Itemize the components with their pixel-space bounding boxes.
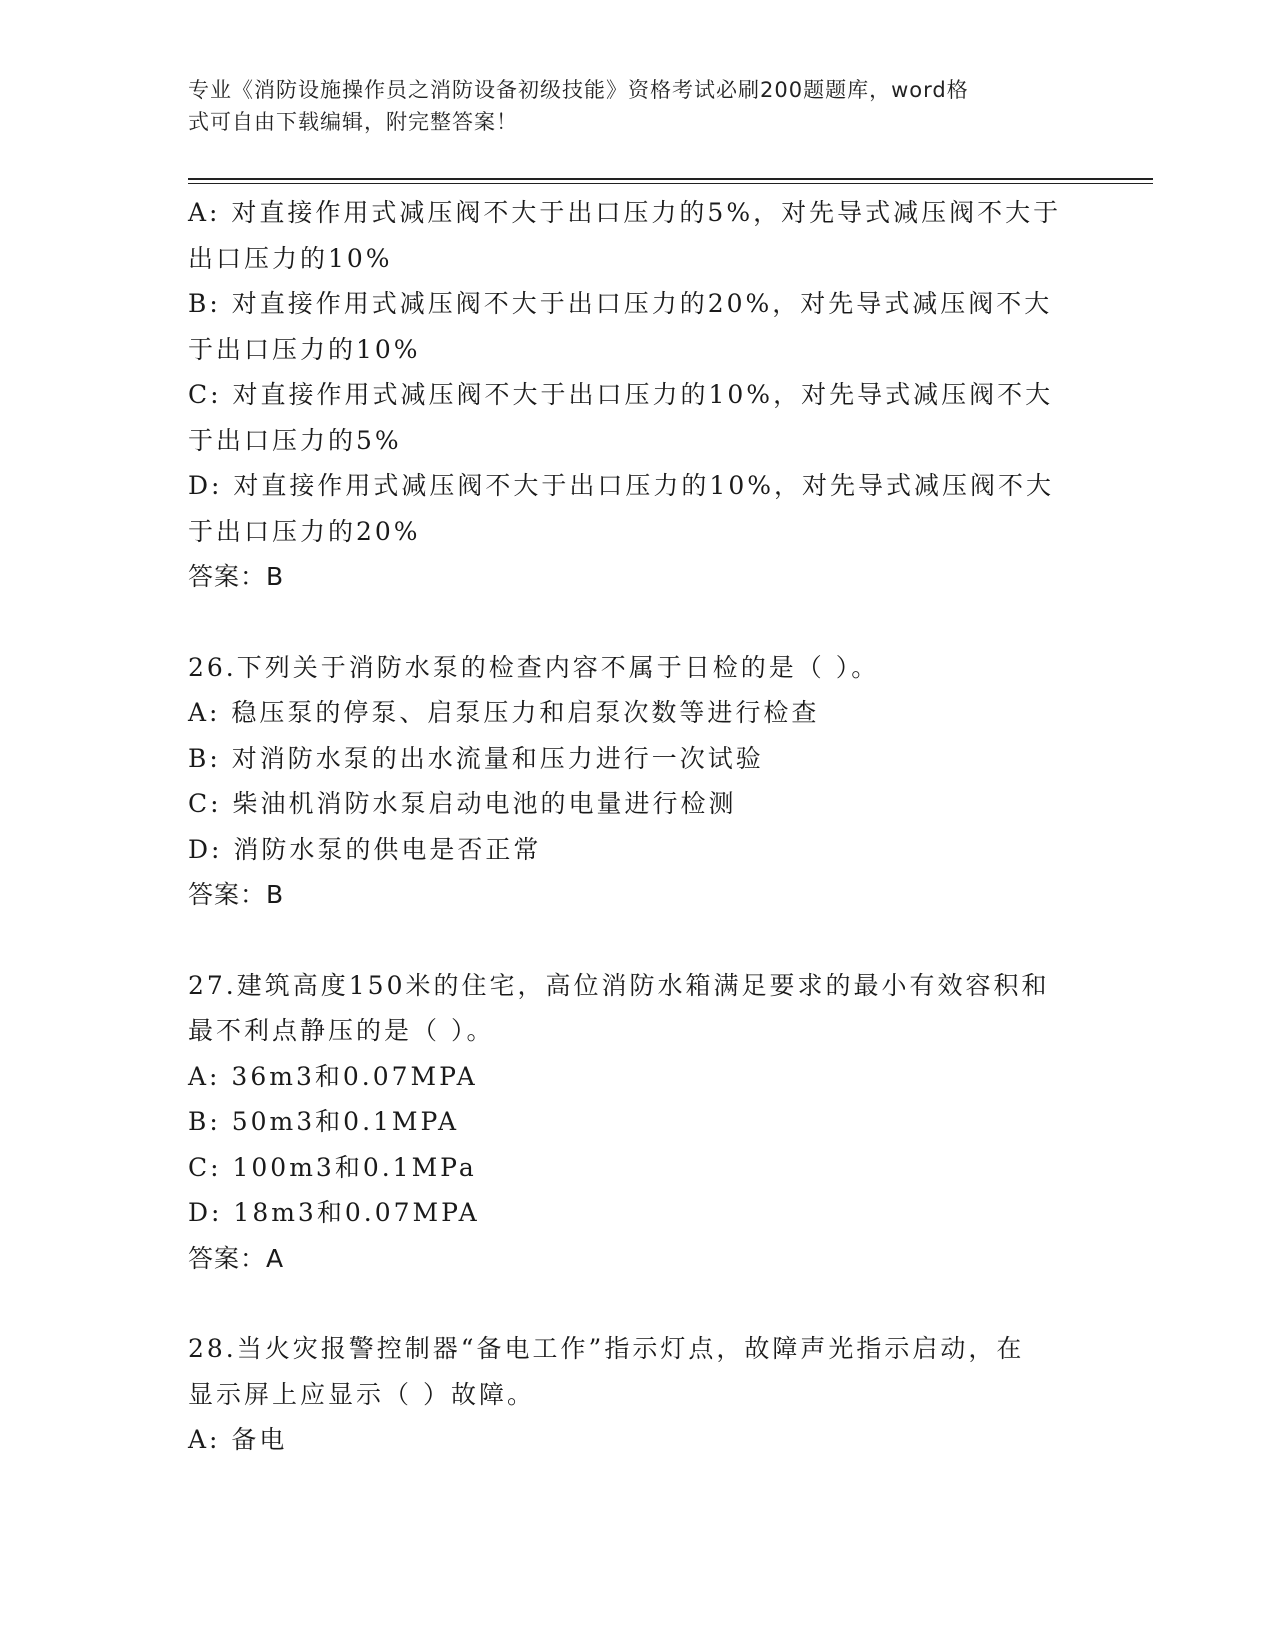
answer-25: 答案：B (188, 562, 285, 591)
spacer (188, 1281, 1088, 1326)
header-rule-thick (188, 178, 1153, 180)
header-line-1: 专业《消防设施操作员之消防设备初级技能》资格考试必刷200题题库，word格 (188, 78, 969, 102)
question-25-options (188, 190, 1088, 600)
option-d-line-2: 于出口压力的20% (188, 516, 421, 546)
option-c: C: 柴油机消防水泵启动电池的电量进行检测 (188, 789, 737, 818)
option-a: A: 备电 (188, 1425, 288, 1454)
answer-27: 答案：A (188, 1243, 285, 1273)
spacer (188, 600, 1088, 645)
question-28 (188, 1326, 1088, 1463)
question-27 (188, 963, 1088, 1282)
option-a-line-2: 出口压力的10% (188, 243, 393, 273)
option-a: A: 36m3和0.07MPA (188, 1061, 478, 1091)
option-a: A: 稳压泵的停泵、启泵压力和启泵次数等进行检查 (188, 698, 820, 727)
option-c-line-1: C: 对直接作用式减压阀不大于出口压力的10%，对先导式减压阀不大 (188, 380, 1054, 409)
question-stem: 26.下列关于消防水泵的检查内容不属于日检的是（ ）。 (188, 652, 880, 682)
option-d: D: 消防水泵的供电是否正常 (188, 834, 542, 864)
option-c: C: 100m3和0.1MPa (188, 1152, 477, 1182)
question-stem-line-1: 27.建筑高度150米的住宅，高位消防水箱满足要求的最小有效容积和 (188, 970, 1050, 1000)
option-a-line-1: A: 对直接作用式减压阀不大于出口压力的5%，对先导式减压阀不大于 (188, 198, 1062, 227)
option-b-line-1: B: 对直接作用式减压阀不大于出口压力的20%，对先导式减压阀不大 (188, 289, 1053, 318)
option-d: D: 18m3和0.07MPA (188, 1198, 480, 1227)
answer-26: 答案：B (188, 880, 285, 909)
option-b-line-2: 于出口压力的10% (188, 334, 421, 364)
header-line-2: 式可自由下载编辑，附完整答案！ (188, 110, 518, 134)
option-d-line-1: D: 对直接作用式减压阀不大于出口压力的10%，对先导式减压阀不大 (188, 471, 1054, 500)
spacer (188, 918, 1088, 963)
header-rule-thin (188, 183, 1153, 184)
question-stem-line-2: 显示屏上应显示（ ）故障。 (188, 1379, 535, 1409)
document-header (188, 74, 1068, 138)
question-26 (188, 645, 1088, 918)
question-stem-line-1: 28.当火灾报警控制器“备电工作”指示灯点，故障声光指示启动，在 (188, 1334, 1025, 1363)
question-stem-line-2: 最不利点静压的是（ ）。 (188, 1016, 495, 1045)
option-b: B: 50m3和0.1MPA (188, 1107, 460, 1136)
option-b: B: 对消防水泵的出水流量和压力进行一次试验 (188, 743, 764, 773)
option-c-line-2: 于出口压力的5% (188, 425, 402, 455)
document-body (188, 190, 1088, 1463)
